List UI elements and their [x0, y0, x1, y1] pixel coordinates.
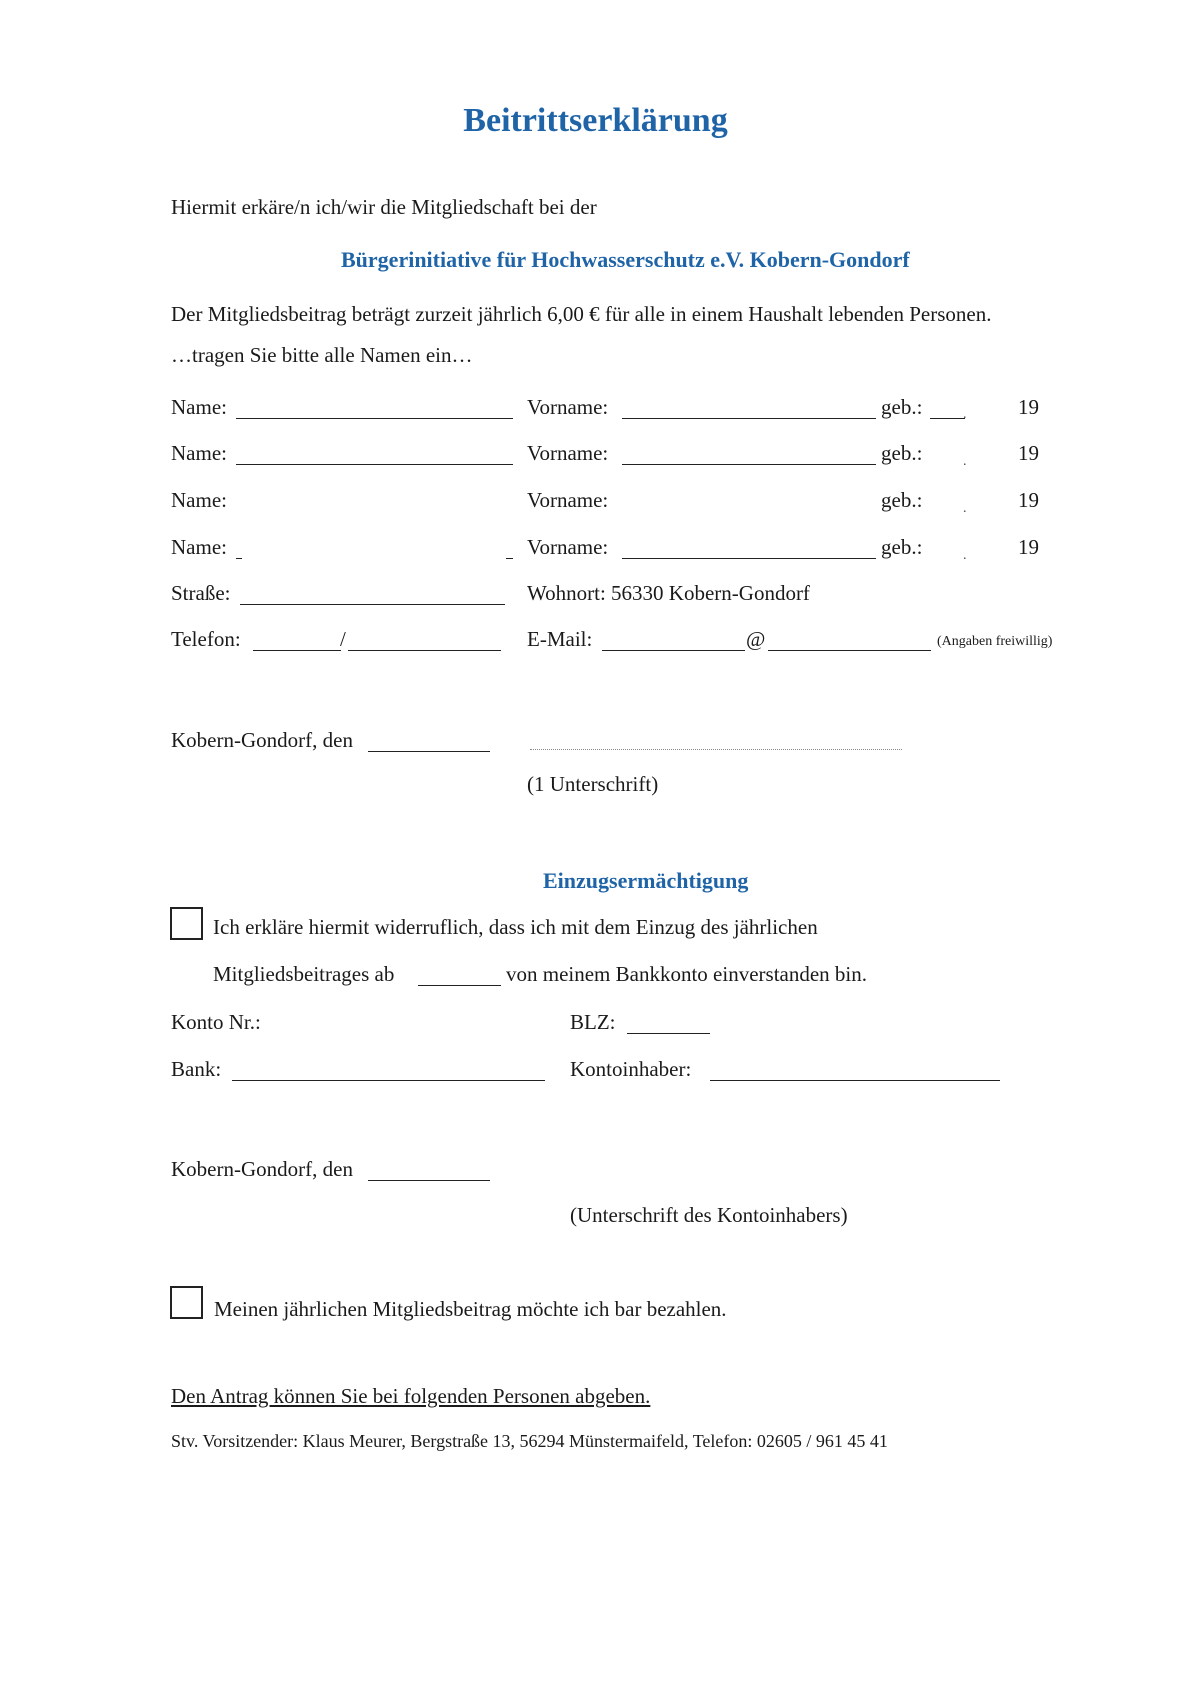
blz-field[interactable]: [627, 1033, 710, 1034]
telefon-label: Telefon:: [171, 627, 241, 651]
direct-debit-heading: Einzugsermächtigung: [543, 868, 749, 893]
email-local-field[interactable]: [602, 650, 745, 651]
signature-caption-2: (Unterschrift des Kontoinhabers): [570, 1203, 848, 1227]
cash-payment-checkbox[interactable]: [170, 1286, 203, 1319]
optional-note: (Angaben freiwillig): [937, 634, 1053, 649]
name-field-4-start[interactable]: [236, 558, 242, 559]
date-separator: .: [963, 454, 967, 469]
organization-name: Bürgerinitiative für Hochwasserschutz e.V. Kobern-Gondorf: [341, 247, 910, 272]
email-at: @: [746, 627, 766, 651]
vorname-field-4[interactable]: [622, 558, 876, 559]
signature-line-1[interactable]: [530, 749, 902, 750]
bank-label: Bank:: [171, 1057, 222, 1081]
signature-caption-1: (1 Unterschrift): [527, 772, 659, 796]
cash-option-text: Meinen jährlichen Mitgliedsbeitrag möchte ich bar bezahlen.: [214, 1297, 727, 1321]
email-label: E-Mail:: [527, 627, 593, 651]
vorname-label: Vorname:: [527, 488, 609, 512]
date-separator: .: [963, 407, 967, 422]
year-prefix: 19: [1018, 488, 1039, 512]
intro-text: Hiermit erkäre/n ich/wir die Mitgliedschaft bei der: [171, 195, 597, 219]
start-date-field[interactable]: [418, 985, 501, 986]
year-prefix: 19: [1018, 535, 1039, 559]
names-hint: …tragen Sie bitte alle Namen ein…: [171, 343, 473, 367]
name-field-1[interactable]: [236, 418, 513, 419]
name-field-2[interactable]: [236, 464, 513, 465]
birth-day-field-1[interactable]: [930, 418, 965, 419]
kontoinhaber-field[interactable]: [710, 1080, 1000, 1081]
kontoinhaber-label: Kontoinhaber:: [570, 1057, 692, 1081]
year-prefix: 19: [1018, 395, 1039, 419]
place-date-label: Kobern-Gondorf, den: [171, 728, 353, 752]
name-label: Name:: [171, 535, 227, 559]
geb-label: geb.:: [881, 441, 923, 465]
vorname-label: Vorname:: [527, 441, 609, 465]
wohnort-text: Wohnort: 56330 Kobern-Gondorf: [527, 581, 810, 605]
telefon-separator: /: [340, 627, 346, 651]
name-label: Name:: [171, 395, 227, 419]
street-label: Straße:: [171, 581, 231, 605]
name-label: Name:: [171, 488, 227, 512]
fee-text: Der Mitgliedsbeitrag beträgt zurzeit jährlich 6,00 € für alle in einem Haushalt lebenden Personen.: [171, 302, 992, 326]
direct-debit-line2-end: von meinem Bankkonto einverstanden bin.: [506, 962, 868, 986]
year-prefix: 19: [1018, 441, 1039, 465]
konto-label: Konto Nr.:: [171, 1010, 261, 1034]
direct-debit-line2-start: Mitgliedsbeitrages ab: [213, 962, 395, 986]
blz-label: BLZ:: [570, 1010, 616, 1034]
date-field-1[interactable]: [368, 751, 490, 752]
direct-debit-line1: Ich erkläre hiermit widerruflich, dass ich mit dem Einzug des jährlichen: [213, 915, 818, 939]
vorname-label: Vorname:: [527, 535, 609, 559]
geb-label: geb.:: [881, 395, 923, 419]
name-label: Name:: [171, 441, 227, 465]
date-separator: .: [963, 548, 967, 563]
contact-info: Stv. Vorsitzender: Klaus Meurer, Bergstraße 13, 56294 Münstermaifeld, Telefon: 02605 / 961 45 41: [171, 1431, 888, 1451]
document-title: Beitrittserklärung: [463, 102, 728, 139]
email-domain-field[interactable]: [768, 650, 931, 651]
date-field-2[interactable]: [368, 1180, 490, 1181]
name-field-4-end[interactable]: [506, 558, 513, 559]
vorname-field-2[interactable]: [622, 464, 876, 465]
place-date-label-2: Kobern-Gondorf, den: [171, 1157, 353, 1181]
street-field[interactable]: [240, 604, 505, 605]
telefon-prefix-field[interactable]: [253, 650, 341, 651]
vorname-label: Vorname:: [527, 395, 609, 419]
telefon-number-field[interactable]: [348, 650, 501, 651]
bank-field[interactable]: [232, 1080, 545, 1081]
geb-label: geb.:: [881, 535, 923, 559]
date-separator: .: [963, 501, 967, 516]
vorname-field-1[interactable]: [622, 418, 876, 419]
direct-debit-checkbox[interactable]: [170, 907, 203, 940]
geb-label: geb.:: [881, 488, 923, 512]
submission-note: Den Antrag können Sie bei folgenden Personen abgeben.: [171, 1384, 651, 1408]
